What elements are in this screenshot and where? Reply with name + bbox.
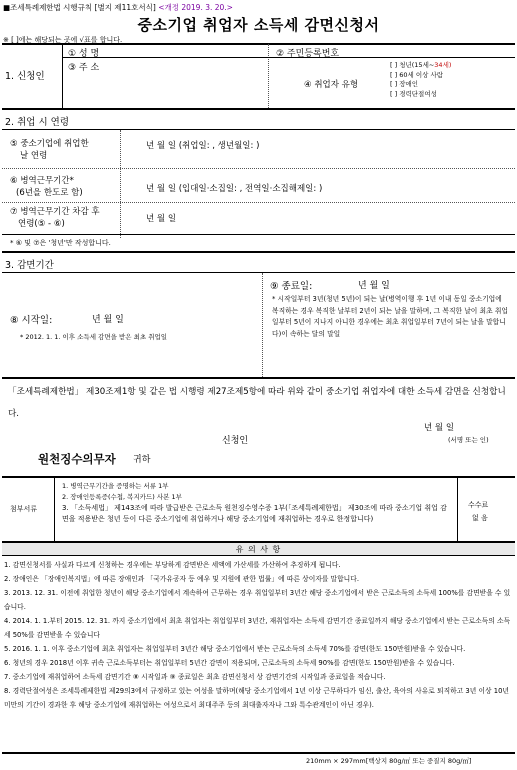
- caution-item: 6. 청년의 경우 2018년 이후 귀속 근로소득부터는 취업일부터 5년간 감면이 적용되며, 근로소득의 소득세 90%를 감면(한도 150만원)받을 수 있습니다.: [4, 659, 455, 667]
- cautions-title: 유 의 사 항: [235, 545, 282, 554]
- divider: [2, 43, 515, 45]
- section1-label: 1. 신청인: [5, 71, 45, 82]
- row6-label-line: ⑥ 병역근무기간*: [10, 176, 74, 186]
- end-date-value: 년 월 일: [358, 281, 390, 291]
- declaration-date: 년 월 일: [424, 423, 455, 433]
- fee-label: 수수료: [468, 501, 489, 509]
- divider: [2, 129, 515, 130]
- start-date-note: * 2012. 1. 1. 이후 소득세 감면을 받은 최초 취업일: [20, 333, 168, 341]
- fee-value: 없 음: [472, 514, 488, 522]
- divider: [2, 752, 515, 754]
- page-title: 중소기업 취업자 소득세 감면신청서: [137, 16, 380, 34]
- divider: [2, 377, 515, 379]
- rrn-label: ② 주민등록번호: [276, 49, 340, 59]
- worker-type-label: ④ 취업자 유형: [304, 80, 359, 90]
- paper-spec: 210mm × 297mm[백상지 80g/㎡ 또는 중질지 80g/㎡]: [306, 757, 472, 765]
- section2-label: 2. 취업 시 연령: [5, 117, 70, 128]
- section3-label: 3. 감면기간: [5, 260, 54, 271]
- caution-item: 3. 2013. 12. 31. 이전에 취업한 청년이 해당 중소기업에서 계속하여 근무하는 경우 취업일부터 3년간 해당 중소기업에서 받은 근로소득의 소득세 100%를 감면받을 수 있습니다.: [4, 589, 511, 611]
- row5-label-line: ⑤ 중소기업에 취업한: [10, 139, 89, 149]
- attachments-list: [62, 481, 182, 503]
- attachment-item: 3. 「소득세법」 제143조에 따라 발급받은 근로소득 원천징수영수증 1부(「조세특례제한법」 제30조에 따라 중소기업 취업 감면을 적용받은 청년 등이 다른 중소기업에 취업하거나 해당 중소기업에 재취업하는 경우로 한정합니다): [62, 504, 447, 523]
- cautions-list: [4, 558, 512, 712]
- divider: [2, 476, 515, 478]
- divider: [2, 202, 515, 203]
- divider: [262, 273, 263, 377]
- row7-label-line: ⑦ 병역근무기간 차감 후: [10, 207, 100, 217]
- row5-label: [10, 137, 89, 161]
- divider: [62, 44, 63, 108]
- divider: [54, 477, 55, 541]
- form-reference: [3, 2, 233, 13]
- recipient-label: 원천징수의무자: [38, 452, 116, 466]
- caution-item: 5. 2016. 1. 1. 이후 중소기업에 최초 취업자는 취업일부터 3년간 해당 중소기업에서 받는 근로소득의 소득세 70%를 감면(한도 150만원)받을 수 있습니다.: [4, 645, 466, 653]
- caution-item: 4. 2014. 1. 1.부터 2015. 12. 31. 까지 중소기업에서 최초 취업자는 취업일부터 3년간, 재취업자는 소득세 감면기간 종료일까지 해당 중소기업에서 받는 근로소득의 소득세 50%를 감면받을 수 있습니다: [4, 617, 511, 639]
- signature-note: (서명 또는 인): [448, 436, 489, 444]
- row7-label: [10, 205, 100, 229]
- declaration-text: 「조세특례제한법」 제30조제1항 및 같은 법 시행령 제27조제5항에 따라 위와 같이 중소기업 취업자에 대한 소득세 감면을 신청합니다.: [8, 387, 506, 419]
- divider: [2, 251, 515, 253]
- divider: [2, 108, 515, 110]
- applicant-label: 신청인: [222, 436, 249, 446]
- divider: [2, 272, 515, 273]
- type-option-career-break[interactable]: [ ] 경력단절여성: [390, 89, 437, 98]
- row7-value: 년 월 일: [146, 214, 177, 224]
- name-label: ① 성 명: [68, 49, 100, 59]
- start-date-label: ⑧ 시작일:: [10, 315, 53, 326]
- caution-item: 7. 중소기업에 재취업하여 소득세 감면기간 ⑧ 시작일과 ⑨ 종료일은 최초 감면신청서 상 감면기간의 시작일과 종료일을 적습니다.: [4, 673, 386, 681]
- caution-item: 8. 경력단절여성은 조세특례제한법 제29의3에서 규정하고 있는 여성을 말하며(해당 중소기업에서 1년 이상 근무하다가 임신, 출산, 육아의 사유로 퇴직하고 3년 이상 10년 미만의 기간이 경과한 후 해당 중소기업에 재취업하는 여성으로서 최대주주 등의 최대출자자나 그와 특수관계인이 아닌 경우).: [4, 687, 509, 709]
- row6-label: [10, 174, 83, 198]
- divider: [2, 234, 515, 235]
- worker-type-options: [390, 61, 451, 99]
- attachment-item: 2. 장애인등록증(수첩, 복지카드) 사본 1부: [62, 493, 182, 501]
- section2-footnote: * ⑥ 및 ⑦은 '청년'만 작성합니다.: [10, 239, 111, 247]
- address-label: ③ 주 소: [68, 63, 100, 73]
- type-option-senior[interactable]: [ ] 60세 이상 사람: [390, 70, 444, 79]
- caution-item: 2. 장애인은 「장애인복지법」에 따른 장애인과 「국가유공자 등 예우 및 지원에 관한 법률」에 따른 상이자를 말합니다.: [4, 575, 359, 583]
- end-date-label: ⑨ 종료일:: [270, 281, 313, 292]
- divider: [2, 168, 515, 169]
- attachments-label: 첨부서류: [10, 505, 38, 513]
- divider: [2, 555, 515, 556]
- start-date-value: 년 월 일: [92, 315, 124, 325]
- end-date-note: * 시작일부터 3년(청년 5년)이 되는 날(병역이행 후 1년 이내 동일 중소기업에 복직하는 경우 복직한 날부터 2년이 되는 날을 말하며, 그 복직한 날이 최초 취업일부터 5년이 지나지 아니한 경우에는 최초 취업일부터 7년이 되는 날을 말합니다)이 속하는 달의 말일: [272, 295, 508, 338]
- row5-value: 년 월 일 (취업일: , 생년월일: ): [146, 141, 260, 151]
- divider: [457, 477, 458, 541]
- recipient-suffix: 귀하: [133, 455, 151, 465]
- revision-text: <개정 2019. 3. 20.>: [158, 3, 233, 12]
- caution-item: 1. 감면신청서를 사실과 다르게 신청하는 경우에는 부당하게 감면받은 세액에 가산세를 가산하여 추징하게 됩니다.: [4, 561, 341, 569]
- attachment-item: 1. 병역근무기간을 증명하는 서류 1부: [62, 482, 169, 490]
- row6-label-line: (6년을 한도로 함): [16, 188, 83, 198]
- row6-value: 년 월 일 (입대일·소집일: , 전역일·소집해제일: ): [146, 184, 323, 194]
- row5-label-line: 날 연령: [20, 151, 48, 161]
- check-note: ※ [ ]에는 해당되는 곳에 √표를 합니다.: [3, 36, 123, 44]
- divider: [120, 130, 121, 238]
- form-ref-text: ■조세특례제한법 시행규칙 [별지 제11호서식]: [3, 3, 156, 12]
- type-option-disabled[interactable]: [ ] 장애인: [390, 80, 419, 88]
- row7-label-line: 연령(⑤ - ⑥): [18, 219, 65, 229]
- divider: [268, 44, 269, 108]
- type-option-youth[interactable]: [ ] 청년(15세~34세): [390, 61, 452, 69]
